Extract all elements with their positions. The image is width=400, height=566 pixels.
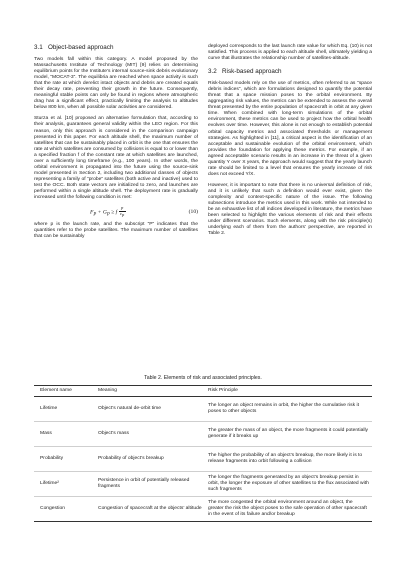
table-row (34, 421, 372, 446)
section-number: 3.2 (208, 68, 217, 76)
equation (34, 206, 198, 218)
table-row (34, 471, 372, 496)
header-meaning: Meaning (95, 386, 205, 397)
paragraph: Sturza et al. [10] proposed an alternative formulation that, according to their analysis, guarantees general validity within the LEO region. For this reason, only this approach is considered in the comparison campaign presented in this paper. For each altitude shell, the maximum number of satellites that can be sustainably placed in orbit is the one that ensures the rate at which satellites are consumed by collisions is equal to or lower than a specified fraction f of the constant rate at which satellites are launched, over a sufficiently long timeframe (e.g., 100 years). In other words, the orbital environment is propagated into the future using the source-sink model presented in Section 2, including two additional classes of objects representing a family of “probe” satellites (both active and inactive) used to test the OCC. Both state vectors are initialized to zero, and launches are performed within a single altitude shell. The deployment rate is gradually increased until the following condition is met: (34, 116, 198, 201)
paragraph: Two models fall within this category. A model proposed by the Massachusetts Institute of Technology (MIT) [9] relies on determining equilibrium points for the Institute’s internal source-sink debris evolutionary model, “MOCAT-3”. The equilibria are reached when space activity is such that the rate at which derelict intact objects and debris are created equals their decay rate, preventing their growth in the future. Consequently, meaningful stable points can only be found in regions where atmospheric drag has a significant effect, practically limiting the analysis to altitudes below 800 km, when all possible solar activities are considered. (34, 57, 198, 111)
cell-meaning: Object’s mass (95, 421, 205, 446)
cell-element-name: Lifetime² (34, 471, 95, 496)
equation-number: (10) (188, 209, 198, 216)
table-risk-elements (34, 375, 372, 522)
section-heading-object-based (34, 44, 198, 52)
cell-risk-principle: The more congested the orbital environment around an object, the greater the risk the object poses to the safe operation of other spacecraft in the event of its failure and/or breakup (205, 496, 372, 521)
cell-risk-principle: The higher the probability of an object’s breakup, the more likely it is to release fragments into orbit following a collision (205, 446, 372, 471)
cell-meaning: Probability of object’s breakup (95, 446, 205, 471)
cell-element-name: Lifetime (34, 396, 95, 421)
right-column (208, 44, 372, 242)
section-title: Object-based approach (48, 44, 114, 51)
table-row (34, 446, 372, 471)
cell-element-name: Congestion (34, 496, 95, 521)
table-caption: Table 2. Elements of risk and associated principles. (144, 375, 262, 381)
cell-meaning: Persistence in orbit of potentially released fragments (95, 471, 205, 496)
cell-element-name: Probability (34, 446, 95, 471)
header-risk-principle: Risk Principle (205, 386, 372, 397)
section-title: Risk-based approach (222, 68, 282, 76)
table-row (34, 396, 372, 421)
paragraph: where p is the launch rate, and the subscript “P” indicates that the quantities refer to the probe satellites. The maximum number of satellites that can be sustainably (34, 222, 198, 240)
equation-expression: $F_P + G_P \ge f$ $\frac{p}{\varepsilon_P}$ (90, 204, 125, 218)
risk-table (34, 385, 372, 522)
table-row (34, 496, 372, 521)
section-number: 3.1 (34, 44, 43, 51)
left-column (34, 44, 198, 245)
table-header-row (34, 386, 372, 397)
section-heading-risk-based (208, 68, 372, 76)
cell-risk-principle: The greater the mass of an object, the more fragments it could potentially generate if it breaks up (205, 421, 372, 446)
cell-risk-principle: The longer the fragments generated by an object’s breakup persist in orbit, the longer the exposure of other satellites to the flux associated with such fragments (205, 471, 372, 496)
cell-element-name: Mass (34, 421, 95, 446)
paragraph: However, it is important to note that there is no universal definition of risk, and it is unlikely that such a definition would ever exist, given the complexity and context-specific nature of the issue. The following subsections introduce the metrics used in this work. While not intended to be an exhaustive list of all indices developed in literature, the metrics have been selected to highlight the various elements of risk and their effects under different scenarios. Such elements, along with the risk principle(s) underlying each of them from the authors’ perspective, are reported in Table 2. (208, 182, 372, 237)
cell-meaning: Object’s natural de-orbit time (95, 396, 205, 421)
paragraph: Risk-based models rely on the use of metrics, often referred to as “space debris indices”, which are formulations designed to quantify the potential threat that a space mission poses to the orbital environment. By aggregating risk values, the metrics can be extended to assess the overall threat presented by the entire population of spacecraft in orbit at any given time. When combined with long-term simulations of the orbital environment, these metrics can be used to project how the orbital health evolves over time. However, this alone is not enough to establish potential orbital capacity metrics and associated thresholds or management strategies. As highlighted in [11], a critical aspect is the identification of an acceptable and sustainable evolution of the orbital environment, which provides the foundation for applying these metrics. For example, if an agreed acceptable scenario results in an increase in the threat of a given quantity Y over X years, the approach would suggest that the yearly launch rate should be limited to a level that ensures the yearly increase of risk does not exceed Y/X. (208, 81, 372, 177)
cell-meaning: Congestion of spacecraft at the objects’ altitude (95, 496, 205, 521)
paragraph: deployed corresponds to the last launch rate value for which Eq. (10) is not satisfied. This process is applied to each altitude shell, ultimately yielding a curve that illustrates the relationship number of satellites-altitude. (208, 44, 372, 62)
header-element-name: Element name (34, 386, 95, 397)
cell-risk-principle: The longer an object remains in orbit, the higher the cumulative risk it poses to other objects (205, 396, 372, 421)
